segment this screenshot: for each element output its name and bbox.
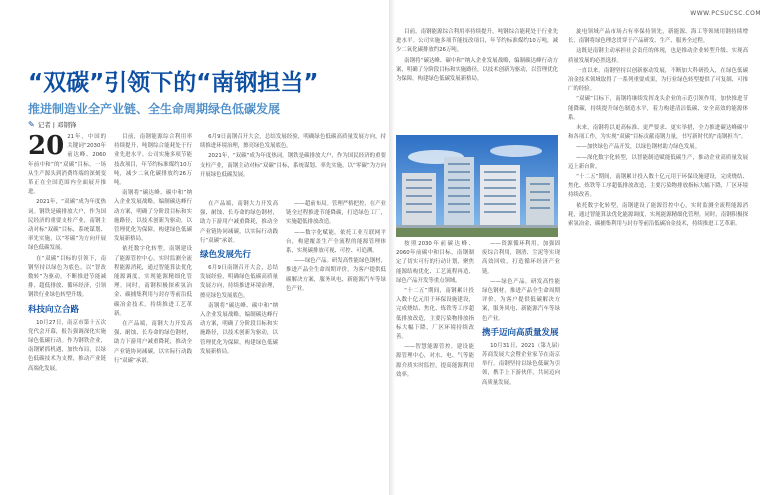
paragraph: 南钢将“碳达峰、碳中和”纳入企业发展战略，编制碳达峰行动方案，明确了分阶段目标和实施路径，以技术创新为驱动，以管理优化为保障，构建绿色低碳发展新格局。: [200, 302, 278, 355]
paragraph: 在“双碳”目标的引领下，南钢坚持以绿色为底色，以“智改数转”为驱动，不断推进节能减排、超低排放、循环经济，引领钢铁行业绿色转型升级。: [28, 255, 106, 299]
paragraph: 2021年，“双碳”成为年度热词。钢铁是碳排放大户，作为国民经济的重要支柱产业，南钢主动对标“双碳”目标，系统谋划、率先实施，以“零碳”为方向开展绿色低碳发展。: [200, 153, 386, 178]
paragraph: 南钢将“碳达峰、碳中和”纳入企业发展战略，编制碳达峰行动方案，明确了分阶段目标和实施路径，以技术创新为驱动，以管理优化为保障，构建绿色低碳发展新格局。: [396, 57, 558, 83]
paragraph: 2021年，“双碳”成为年度热词。钢铁是碳排放大户，作为国民经济的重要支柱产业，南钢主动对标“双碳”目标，系统谋划、率先实施，以“零碳”为方向开展绿色低碳发展。: [28, 199, 106, 252]
paragraph: ——数字化赋能。依托工业互联网平台，构建覆盖生产全流程的能源管理体系，实现碳排放可视、可控、可追溯。: [286, 229, 386, 255]
paragraph: 6月9日南钢召开大会，总结发展经验，明确绿色低碳高质量发展方向，持续推进环境治理，擦亮绿色发展底色。: [200, 134, 386, 150]
column-3-top: [200, 133, 386, 195]
paragraph: 10月31日，2021（第九届）苏商发展大会暨企业家节在南京举行。南钢坚持以绿色低碳为引领，携手上下游伙伴，共同迈向高质量发展。: [482, 342, 560, 386]
page-gutter: [389, 0, 395, 495]
building-illustration: [396, 135, 558, 237]
pen-icon: ✎: [28, 120, 35, 129]
paragraph: 依托数字化转型，南钢建设了能源管控中心，实时监测全流程能源消耗，通过智能算法优化能源调度，实现能源精细化管理。同时，南钢积极探索氢冶金、碳捕集利用与封存等前沿低碳冶金技术，持续推进工艺革新。: [568, 202, 748, 228]
section-heading: 科技向立合路: [28, 304, 80, 315]
paragraph: ——智慧能源管控。建设能源管理中心，对水、电、气等能源介质实时监控，提高能源利用效率。: [396, 344, 474, 378]
paragraph: 6月9日南钢召开大会，总结发展经验，明确绿色低碳高质量发展方向，持续推进环境治理，擦亮绿色发展底色。: [200, 265, 278, 299]
paragraph: 按照2030年前碳达峰、2060年前碳中和目标，南钢制定了切实可行的行动计划，聚焦能源结构优化、工艺流程再造、绿色产品开发等重点领域。: [396, 241, 474, 284]
column-7: [568, 28, 748, 483]
paragraph: 这既是南钢主动承担社会责任的体现，也是推动企业转型升级、实现高质量发展的必然选择。: [568, 48, 748, 64]
paragraph: 20 21年，中国的关键词“2030年前达峰、2060年前中和”的“双碳”目标，一场从生产源头到消费终端的深刻变革正在全国范围内全面展开推进。: [28, 133, 106, 196]
paragraph: 10月27日，南京市第十五次党代会开幕，报告强调深化实施绿色低碳行动。作为钢铁企业，南钢紧抓机遇，加快布局，以绿色低碳技术为支撑，推动产业链高端化发展。: [28, 319, 106, 372]
paragraph: 依托数字化转型，南钢建设了能源管控中心，实时监测全流程能源消耗，通过智能算法优化能源调度，实现能源精细化管理。同时，南钢积极探索氢冶金、碳捕集利用与封存等前沿低碳冶金技术，持续推进工艺革新。: [114, 246, 192, 317]
paragraph: 一直以来，南钢坚持以创新驱动发展，不断加大科研投入，在绿色低碳冶金技术领域取得了一系列重要成果，为行业绿色转型提供了可复制、可推广的经验。: [568, 67, 748, 93]
paragraph: ——绿色产品。研发高性能绿色钢材，推进产品全生命周期评价，为客户提供低碳解决方案，服务风电、新能源汽车等绿色产业。: [482, 278, 560, 322]
article-title: “双碳”引领下的“南钢担当”: [28, 70, 319, 96]
column-6: [482, 240, 560, 483]
paragraph: ——加快绿色产品开发，以绿色钢材助力绿色发展。: [576, 144, 701, 151]
column-8: [396, 28, 558, 128]
paragraph: 未来，南钢将以更高标准、更严要求、更实举措，全力推进碳达峰碳中和各项工作，为实现“双碳”目标贡献南钢力量，书写新时代的“南钢担当”。: [568, 125, 748, 141]
section-heading: 绿色发展先行: [200, 250, 252, 261]
steel-plant-photo: [396, 135, 558, 237]
paragraph: ——绿色产品。研发高性能绿色钢材，推进产品全生命周期评价，为客户提供低碳解决方案，服务风电、新能源汽车等绿色产业。: [286, 258, 386, 292]
drop-cap: 20: [28, 133, 65, 161]
paragraph: 目前，南钢能源综合利用率持续提升，吨钢综合能耗处于行业先进水平。公司实施多项节能技改项目，年节约标准煤约10万吨，减少二氧化碳排放约26万吨。: [114, 134, 192, 187]
section-heading: 携手迈向高质量发展: [482, 327, 559, 338]
paragraph: ——资源循环利用。加强固废综合利用，钢渣、尘泥等实现高效回收，打造循环经济产业链。: [482, 241, 560, 275]
article-subtitle: 推进制造业全产业链、全生命周期绿色低碳发展: [28, 102, 281, 116]
paragraph: “十二五”期间，南钢累计投入数十亿元用于环保设施建设，完成烧结、焦化、炼铁等工序超低排放改造，主要污染物排放指标大幅下降，厂区环境持续改善。: [568, 174, 748, 199]
column-1: [28, 133, 106, 483]
paragraph: 目前，南钢能源综合利用率持续提升，吨钢综合能耗处于行业先进水平。公司实施多项节能技改项目，年节约标准煤约10万吨，减少二氧化碳排放约26万吨。: [396, 29, 558, 54]
paragraph: 在产品端，南钢大力开发高强、耐蚀、长寿命的绿色钢材，助力下游用户减重降耗，推动全产业链协同减碳，以实际行动践行“双碳”承诺。: [114, 321, 192, 364]
byline-text: 记者 | 邓钢锋: [37, 121, 77, 129]
column-5: [396, 240, 474, 483]
column-2: [114, 133, 192, 483]
column-3: [200, 200, 278, 483]
paragraph: 在产品端，南钢大力开发高强、耐蚀、长寿命的绿色钢材，助力下游用户减重降耗，推动全产业链协同减碳，以实际行动践行“双碳”承诺。: [200, 201, 278, 244]
paragraph: 南钢将“碳达峰、碳中和”纳入企业发展战略，编制碳达峰行动方案，明确了分阶段目标和实施路径，以技术创新为驱动，以管理优化为保障，构建绿色低碳发展新格局。: [114, 190, 192, 243]
paragraph: ——深化数字化转型，以智能制造赋能低碳生产，推动企业高质量发展迈上新台阶。: [568, 154, 748, 170]
site-url: WWW.PCSUCSC.COM: [690, 10, 761, 17]
paragraph: ——超前布局。管理严格把控，在产业链全过程推进节能降碳，打造绿色工厂，实施超低排放改造。: [286, 201, 386, 226]
paragraph: “双碳”目标下，南钢将继续发挥龙头企业的示范引领作用，加快推进节能降碳，持续提升绿色制造水平，着力构建清洁低碳、安全高效的能源体系。: [568, 96, 748, 121]
column-4: [286, 200, 386, 483]
paragraph: 旋电领域产品市场占有率保持领先，新能源、海工等领域用钢持续增长，南钢将绿色理念贯穿于产品研发、生产、服务全过程。: [568, 29, 748, 45]
paragraph: “十二五”期间，南钢累计投入数十亿元用于环保设施建设，完成烧结、焦化、炼铁等工序超低排放改造，主要污染物排放指标大幅下降，厂区环境持续改善。: [396, 288, 474, 341]
byline: [28, 120, 77, 129]
